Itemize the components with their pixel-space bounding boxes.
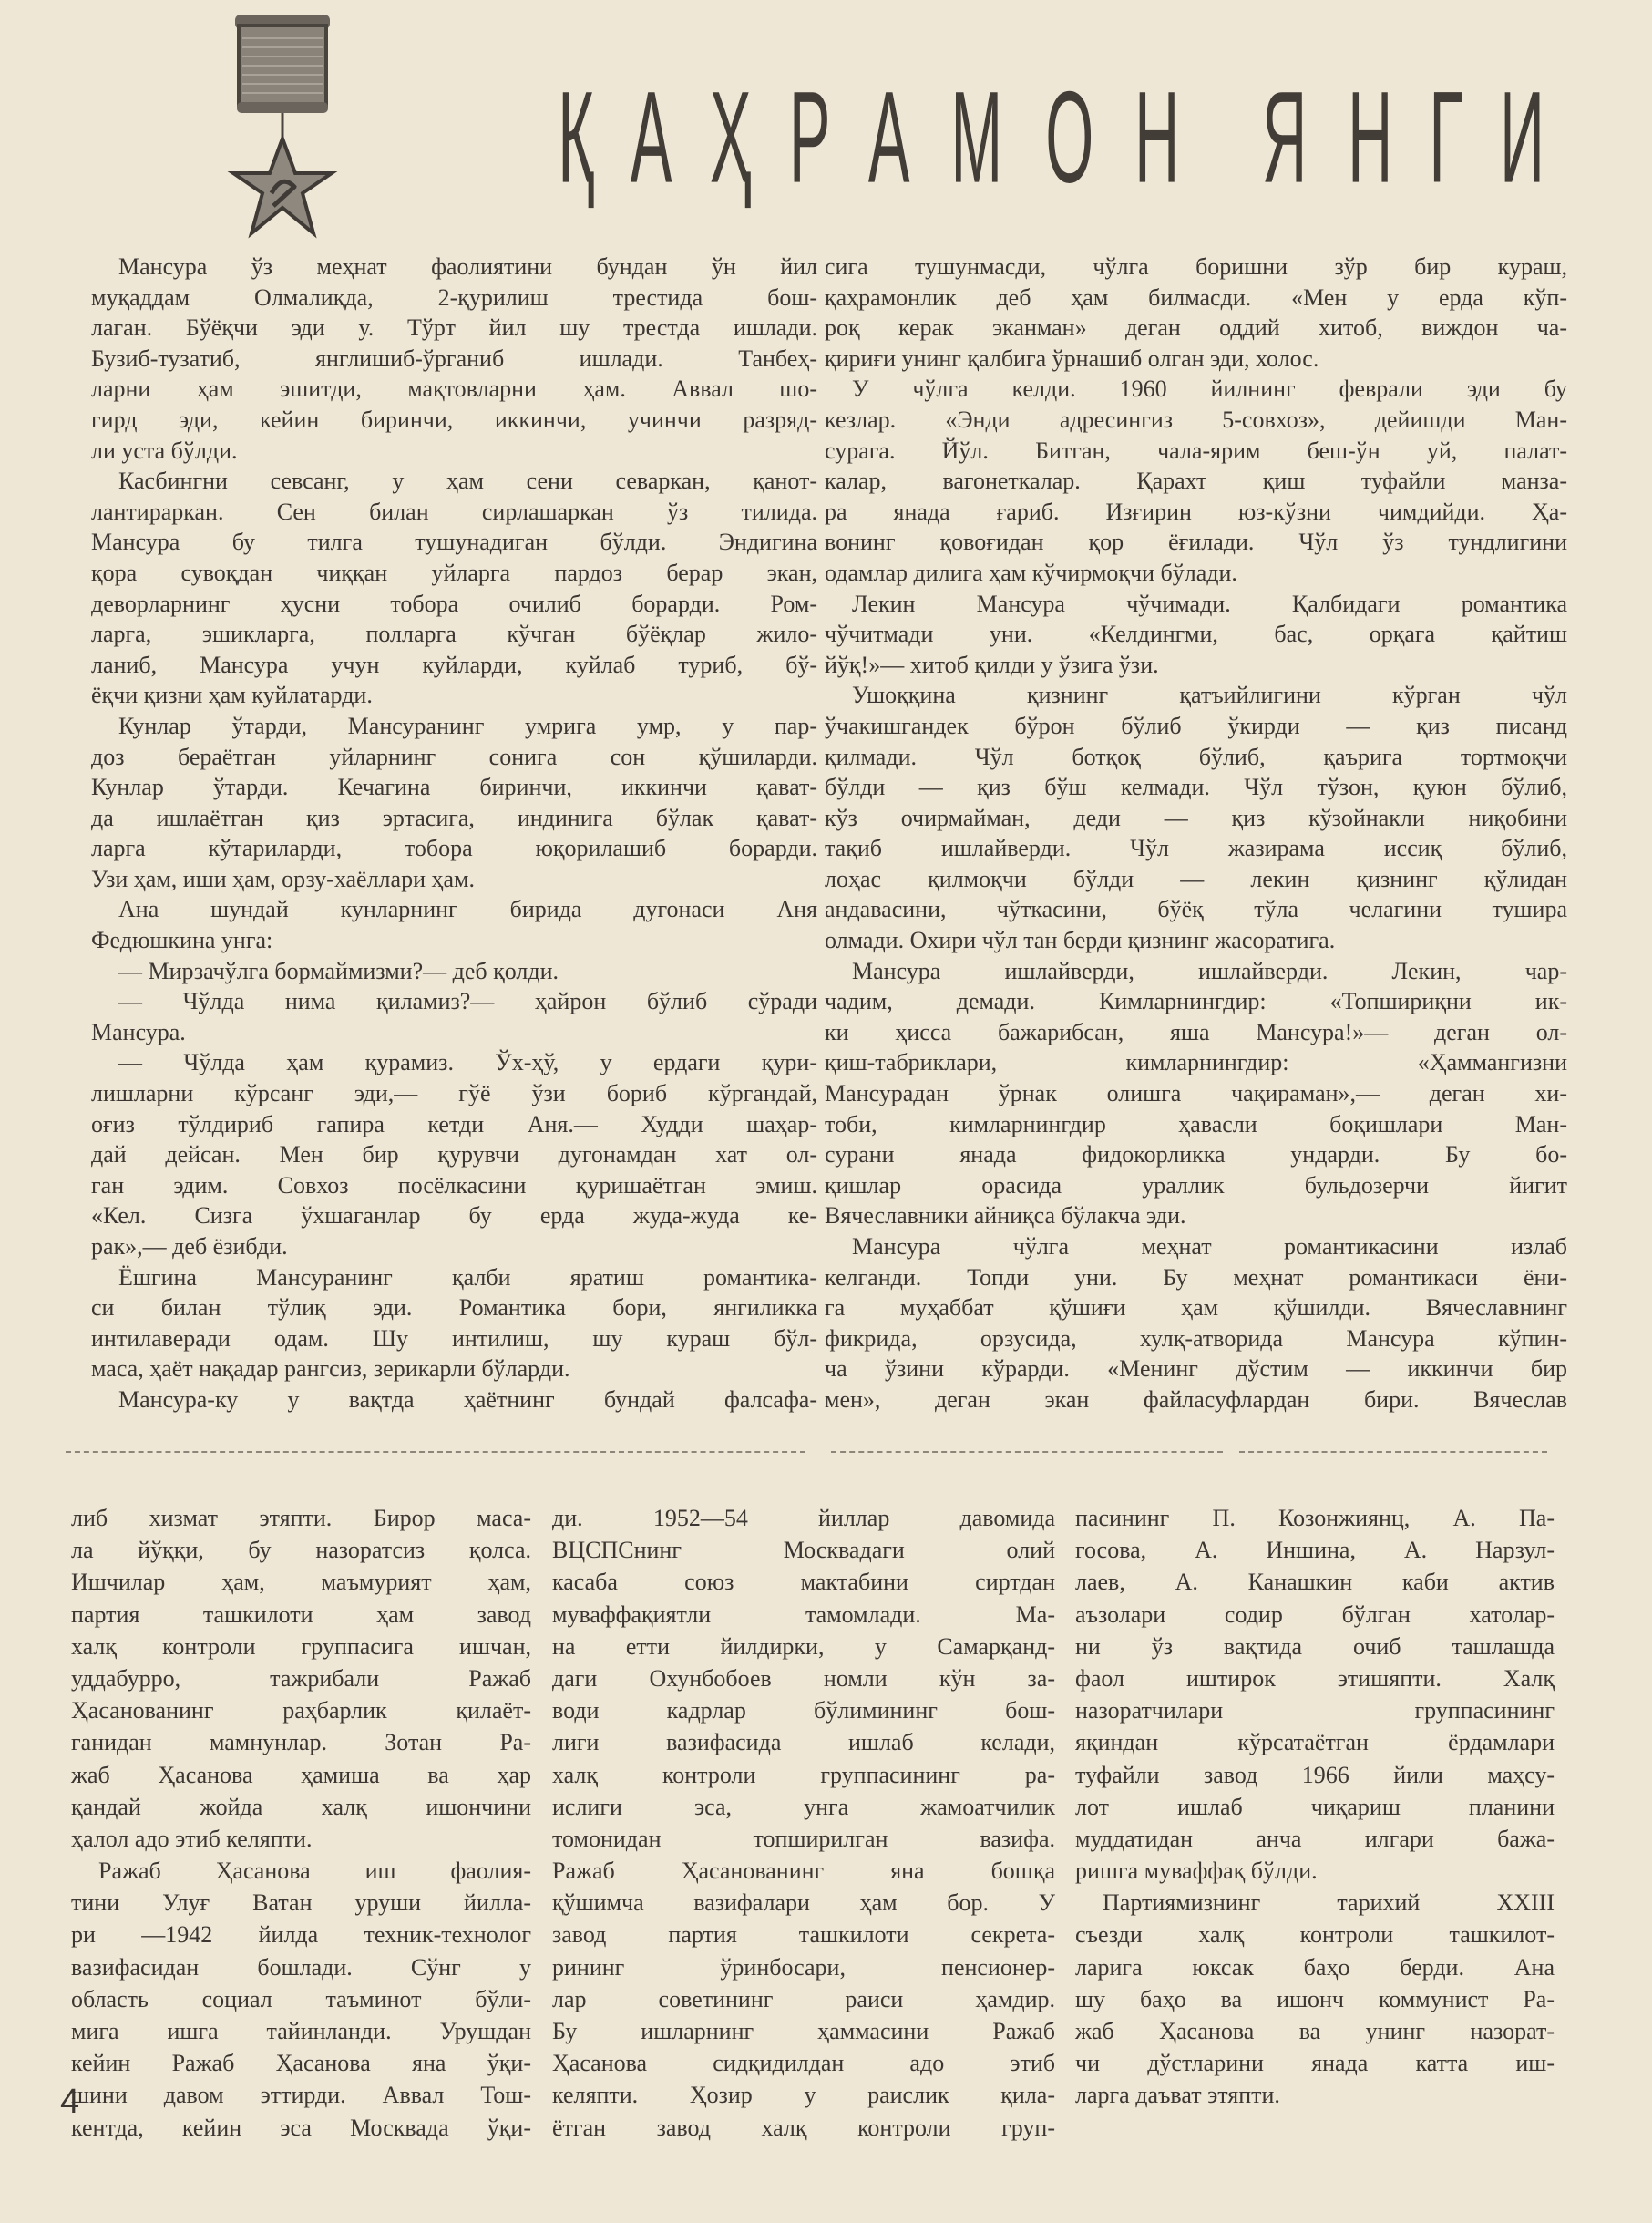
- text-line: жаб Ҳасанова ва унинг назорат-: [1075, 2018, 1555, 2044]
- title-letter: Қ: [558, 64, 594, 211]
- text-line: госова, А. Иншина, А. Нарзул-: [1075, 1537, 1555, 1564]
- text-line: мига ишга тайинланди. Урушдан: [71, 2018, 531, 2044]
- text-line: муваффақиятли тамомлади. Ма-: [552, 1600, 1055, 1628]
- hero-star-medal-icon: [219, 11, 346, 239]
- text-line: У чўлга келди. 1960 йилнинг феврали эди бу: [852, 376, 1567, 403]
- text-line: муқаддам Олмалиқда, 2-қурилиш трестида бош-: [91, 283, 817, 311]
- text-line: йўқ!»— хитоб қилди у ўзига ўзи.: [825, 651, 1159, 678]
- paragraph: [91, 956, 817, 987]
- paragraph: [825, 1231, 1567, 1415]
- text-line: аъзолари содир бўлган хатолар-: [1075, 1600, 1555, 1628]
- text-line: — Чўлда нима қиламиз?— ҳайрон бўлиб сўради: [118, 988, 817, 1015]
- paragraph: [825, 252, 1567, 374]
- text-line: — Чўлда ҳам қурамиз. Ўх-ҳў, у ердаги қури-: [118, 1049, 817, 1076]
- text-line: гирд эди, кейин биринчи, иккинчи, учинчи разряд-: [91, 406, 817, 433]
- paragraph: [91, 1384, 817, 1415]
- paragraph: [1075, 1502, 1555, 1887]
- text-line: роқ керак эканман» деган оддий хитоб, виждон ча-: [825, 314, 1567, 342]
- text-line: ра янада ғариб. Изғирин юз-кўзни чимдийди. Ҳа-: [825, 498, 1567, 525]
- bottom-column-2: [552, 1502, 1055, 2144]
- text-line: рининг ўринбосари, пенсионер-: [552, 1953, 1055, 1981]
- text-line: халқ контроли группасининг ра-: [552, 1761, 1055, 1788]
- text-line: қилмади. Чўл ботқоқ бўлиб, қаърига тортмоқчи: [825, 743, 1567, 770]
- text-line: область социал таъминот бўли-: [71, 1985, 531, 2012]
- text-line: шини давом эттирди. Аввал Тош-: [71, 2082, 531, 2109]
- text-line: ларга, эшикларга, полларга кўчган бўёқлар жило-: [91, 621, 817, 648]
- text-line: назоратчилари группасининг: [1075, 1697, 1555, 1724]
- paragraph: [91, 252, 817, 466]
- text-line: — Мирзачўлга бормаймизми?— деб қолди.: [118, 957, 559, 984]
- text-line: завод партия ташкилоти секрета-: [552, 1921, 1055, 1949]
- text-line: Мансура ишлайверди, ишлайверди. Лекин, чар-: [852, 957, 1567, 984]
- text-line: дай дейсан. Мен бир қурувчи дугонамдан хат ол-: [91, 1141, 817, 1168]
- text-line: лантираркан. Сен билан сирлашаркан ўз тилида.: [91, 498, 817, 525]
- text-line: даги Охунбобоев номли кўн за-: [552, 1664, 1055, 1692]
- text-line: сига тушунмасди, чўлга боришни зўр бир кураш,: [825, 253, 1567, 280]
- text-line: қора сувоқдан чиққан уйларга пардоз берар экан,: [91, 559, 817, 586]
- text-line: на етти йилдирки, у Самарқанд-: [552, 1632, 1055, 1660]
- text-line: си билан тўлиқ эди. Романтика бори, янгиликка: [91, 1294, 817, 1322]
- text-line: ВЦСПСнинг Москвадаги олий: [552, 1537, 1055, 1564]
- text-line: Мансура-ку у вақтда ҳаётнинг бундай фалсафа-: [118, 1385, 817, 1413]
- text-line: тини Улуғ Ватан уруши йилла-: [71, 1889, 531, 1917]
- text-line: чўчитмади уни. «Келдингми, бас, орқага қайтиш: [825, 621, 1567, 648]
- text-line: Партиямизнинг тарихий XXIII: [1103, 1889, 1555, 1917]
- article-title: [547, 64, 1558, 219]
- paragraph: [825, 680, 1567, 955]
- text-line: доз бераётган уйларнинг сонига сон қўшиларди.: [91, 743, 817, 770]
- text-line: Ёшгина Мансуранинг қалби яратиш романтика-: [118, 1263, 817, 1291]
- text-line: қиш-табриклари, кимларнингдир: «Ҳаммангизни: [825, 1049, 1567, 1076]
- text-line: туфайли завод 1966 йили маҳсу-: [1075, 1761, 1555, 1788]
- text-line: яқиндан кўрсатаётган ёрдамлари: [1075, 1729, 1555, 1756]
- text-line: ри —1942 йилда техник-технолог: [71, 1921, 531, 1949]
- text-line: ришга муваффақ бўлди.: [1075, 1858, 1318, 1885]
- text-line: лот ишлаб чиқариш планини: [1075, 1793, 1555, 1820]
- text-line: съезди халқ контроли ташкилот-: [1075, 1921, 1555, 1949]
- text-line: ганидан мамнунлар. Зотан Ра-: [71, 1729, 531, 1756]
- text-line: кентда, кейин эса Москвада ўқи-: [71, 2114, 531, 2141]
- paragraph: [91, 466, 817, 711]
- text-line: Мансурадан ўрнак олишга чақираман»,— деган хи-: [825, 1080, 1567, 1107]
- text-line: касаба союз мактабини сиртдан: [552, 1569, 1055, 1596]
- title-word-2: [1248, 64, 1558, 211]
- text-line: чи дўстларини янада катта иш-: [1075, 2050, 1555, 2077]
- text-line: кейин Ражаб Ҳасанова яна ўқи-: [71, 2050, 531, 2077]
- text-line: да ишлаётган қиз эртасига, индинига бўлак қават-: [91, 804, 817, 831]
- text-line: вазифасидан бошлади. Сўнг у: [71, 1953, 531, 1981]
- text-line: Ҳасанованинг раҳбарлик қилаёт-: [71, 1697, 531, 1724]
- paragraph: [71, 1502, 531, 1855]
- text-line: сурага. Йўл. Битган, чала-ярим беш-ўн уй, палат-: [825, 437, 1567, 464]
- text-line: ҳалол адо этиб келяпти.: [71, 1825, 313, 1852]
- text-line: уддабурро, тажрибали Ражаб: [71, 1664, 531, 1692]
- text-line: ларни ҳам эшитди, мақтовларни ҳам. Аввал шо-: [91, 376, 817, 403]
- section-divider: [66, 1451, 805, 1453]
- text-line: партия ташкилоти ҳам завод: [71, 1600, 531, 1628]
- text-line: тоби, кимларнингдир ҳавасли боқишлари Ман-: [825, 1110, 1567, 1137]
- paragraph: [1075, 1887, 1555, 2111]
- text-line: ча ўзини кўрарди. «Менинг дўстим — иккинчи бир: [825, 1355, 1567, 1383]
- text-line: Узи ҳам, иши ҳам, орзу-хаёллари ҳам.: [91, 865, 475, 892]
- text-line: бўлди — қиз бўш келмади. Чўл тўзон, қуюн бўлиб,: [825, 774, 1567, 801]
- text-line: интилаверади одам. Шу интилиш, шу кураш бўл-: [91, 1324, 817, 1352]
- text-line: либ хизмат этяпти. Бирор маса-: [71, 1505, 531, 1531]
- text-line: Ушоққина қизнинг қатъийлигини кўрган чўл: [852, 682, 1567, 709]
- paragraph: [825, 956, 1567, 1231]
- paragraph: [825, 589, 1567, 681]
- title-letter: Г: [1429, 64, 1463, 211]
- text-line: лаган. Бўёқчи эди у. Тўрт йил шу трестда ишлади.: [91, 314, 817, 342]
- text-line: кезлар. «Энди адресингиз 5-совхоз», дейишди Ман-: [825, 406, 1567, 433]
- page-number: 4: [60, 2083, 80, 2121]
- text-line: Ражаб Ҳасанованинг яна бошқа: [552, 1858, 1055, 1885]
- text-line: Ражаб Ҳасанова иш фаолия-: [98, 1858, 531, 1885]
- text-line: Бу ишларнинг ҳаммасини Ражаб: [552, 2018, 1055, 2044]
- paragraph: [552, 1502, 1055, 2144]
- text-line: ёқчи қизни ҳам куйлатарди.: [91, 682, 373, 709]
- text-line: фикрида, орзусида, хулқ-атворида Мансура кўпин-: [825, 1324, 1567, 1352]
- section-divider: [1239, 1451, 1547, 1453]
- title-letter: О: [1045, 64, 1094, 211]
- text-line: Лекин Мансура чўчимади. Қалбидаги романтика: [852, 590, 1567, 617]
- text-line: Мансура ўз меҳнат фаолиятини бундан ўн йил: [118, 253, 817, 280]
- text-line: қаҳрамонлик деб ҳам билмасди. «Мен у ерда кўп-: [825, 283, 1567, 311]
- title-letter: Ҳ: [709, 64, 752, 211]
- paragraph: [71, 1855, 531, 2144]
- title-letter: М: [950, 64, 1003, 211]
- text-line: лоҳас қилмоқчи бўлди — лекин қизнинг қўлидан: [825, 865, 1567, 892]
- text-line: Мансура чўлга меҳнат романтикасини излаб: [852, 1233, 1567, 1260]
- paragraph: [825, 374, 1567, 588]
- paragraph: [91, 711, 817, 895]
- text-line: «Кел. Сизга ўхшаганлар бу ерда жуда-жуда ке-: [91, 1202, 817, 1230]
- text-line: жаб Ҳасанова ҳамиша ва ҳар: [71, 1761, 531, 1788]
- text-line: мен», деган экан файласуфлардан бири. Вячеслав: [825, 1385, 1567, 1413]
- title-letter: Р: [788, 64, 831, 211]
- text-line: Ҳасанова сидқидилдан адо этиб: [552, 2050, 1055, 2077]
- text-line: лиғи вазифасида ишлаб келади,: [552, 1729, 1055, 1756]
- title-letter: Я: [1262, 64, 1308, 211]
- text-line: ланиб, Мансура учун куйларди, куйлаб туриб, бў-: [91, 651, 817, 678]
- text-line: маса, ҳаёт нақадар рангсиз, зерикарли бўларди.: [91, 1355, 570, 1383]
- text-line: ларга даъват этяпти.: [1075, 2082, 1280, 2109]
- text-line: ўчакишгандек бўрон бўлиб ўкирди — қиз писанд: [825, 712, 1567, 739]
- text-line: оғиз тўлдириб гапира кетди Аня.— Худди шаҳар-: [91, 1110, 817, 1137]
- text-line: ларга кўтариларди, тобора юқорилашиб борарди.: [91, 835, 817, 862]
- text-line: калар, вагонеткалар. Қарахт қиш туфайли манза-: [825, 468, 1567, 495]
- top-column-left: [91, 252, 817, 1415]
- text-line: Кунлар ўтарди, Мансуранинг умрига умр, у пар-: [118, 712, 817, 739]
- text-line: шу баҳо ва ишонч коммунист Ра-: [1075, 1985, 1555, 2012]
- text-line: Мансура бу тилга тушунадиган бўлди. Эндигина: [91, 529, 817, 556]
- text-line: кўз очирмайман, деди — қиз кўзойнакли ниқобини: [825, 804, 1567, 831]
- text-line: Федюшкина унга:: [91, 927, 273, 954]
- text-line: қандай жойда халқ ишончини: [71, 1793, 531, 1820]
- text-line: ки ҳисса бажарибсан, яша Мансура!»— деган ол-: [825, 1018, 1567, 1045]
- title-letter: Н: [1347, 64, 1392, 211]
- paragraph: [91, 1047, 817, 1261]
- text-line: Бузиб-тузатиб, янглишиб-ўрганиб ишлади. Танбеҳ-: [91, 345, 817, 372]
- text-line: Мансура.: [91, 1018, 186, 1045]
- paragraph: [91, 1262, 817, 1384]
- text-line: лар советининг раиси ҳамдир.: [552, 1985, 1055, 2012]
- text-line: олмади. Охири чўл тан берди қизнинг жасоратига.: [825, 927, 1336, 954]
- text-line: ган эдим. Совхоз посёлкасини қуришаётган эмиш.: [91, 1171, 817, 1199]
- text-line: ла йўққи, бу назоратсиз қолса.: [71, 1537, 531, 1564]
- text-line: Касбингни севсанг, у ҳам сени севаркан, қанот-: [118, 468, 817, 495]
- text-line: Вячеславники айниқса бўлакча эди.: [825, 1202, 1186, 1230]
- text-line: қириғи унинг қалбига ўрнашиб олган эди, холос.: [825, 345, 1319, 372]
- text-line: Кунлар ўтарди. Кечагина биринчи, иккинчи қават-: [91, 774, 817, 801]
- text-line: лишларни кўрсанг эди,— гўё ўзи бориб кўргандай,: [91, 1080, 817, 1107]
- title-letter: А: [630, 64, 672, 211]
- text-line: қўшимча вазифалари ҳам бор. У: [552, 1889, 1055, 1917]
- text-line: ли уста бўлди.: [91, 437, 238, 464]
- paragraph: [91, 894, 817, 955]
- top-column-right: [825, 252, 1567, 1415]
- bottom-column-3: [1075, 1502, 1555, 2112]
- text-line: фаол иштирок этишяпти. Халқ: [1075, 1664, 1555, 1692]
- text-line: келяпти. Ҳозир у раислик қила-: [552, 2082, 1055, 2109]
- text-line: рак»,— деб ёзибди.: [91, 1233, 288, 1260]
- paragraph: [91, 986, 817, 1047]
- bottom-column-1: [71, 1502, 531, 2144]
- text-line: ди. 1952—54 йиллар давомида: [552, 1505, 1055, 1531]
- text-line: лаев, А. Канашкин каби актив: [1075, 1569, 1555, 1596]
- text-line: халқ контроли группасига ишчан,: [71, 1632, 531, 1660]
- text-line: келганди. Топди уни. Бу меҳнат романтикаси ёни-: [825, 1263, 1567, 1291]
- text-line: андавасини, чўткасини, бўёқ тўла челагини тушира: [825, 896, 1567, 923]
- text-line: вонинг қовоғидан қор ёғилади. Чўл ўз тундлигини: [825, 529, 1567, 556]
- text-line: ётган завод халқ контроли груп-: [552, 2114, 1055, 2141]
- title-word-1: [547, 64, 1194, 211]
- title-letter: И: [1499, 64, 1544, 211]
- section-divider: [831, 1451, 1223, 1453]
- text-line: пасининг П. Козонжиянц, А. Па-: [1075, 1505, 1555, 1531]
- text-line: Ишчилар ҳам, маъмурият ҳам,: [71, 1569, 531, 1596]
- text-line: ни ўз вақтида очиб ташлашда: [1075, 1632, 1555, 1660]
- text-line: води кадрлар бўлимининг бош-: [552, 1697, 1055, 1724]
- text-line: ларига юксак баҳо берди. Ана: [1075, 1953, 1555, 1981]
- text-line: деворларнинг ҳусни тобора очилиб борарди. Ром-: [91, 590, 817, 617]
- text-line: чадим, демади. Кимларнингдир: «Топшириқни ик-: [825, 988, 1567, 1015]
- title-letter: Н: [1134, 64, 1180, 211]
- text-line: сурани янада фидокорликка ундарди. Бу бо-: [825, 1141, 1567, 1168]
- text-line: га муҳаббат қўшиғи ҳам қўшилди. Вячеславнинг: [825, 1294, 1567, 1322]
- title-letter: А: [867, 64, 910, 211]
- text-line: муддатидан анча илгари бажа-: [1075, 1825, 1555, 1852]
- text-line: қишлар орасида ураллик бульдозерчи йигит: [825, 1171, 1567, 1199]
- text-line: одамлар дилига ҳам кўчирмоқчи бўлади.: [825, 559, 1237, 586]
- text-line: тақиб ишлайверди. Чўл жазирама иссиқ бўлиб,: [825, 835, 1567, 862]
- text-line: ислиги эса, унга жамоатчилик: [552, 1793, 1055, 1820]
- text-line: Ана шундай кунларнинг бирида дугонаси Аня: [118, 896, 817, 923]
- text-line: томонидан топширилган вазифа.: [552, 1825, 1055, 1852]
